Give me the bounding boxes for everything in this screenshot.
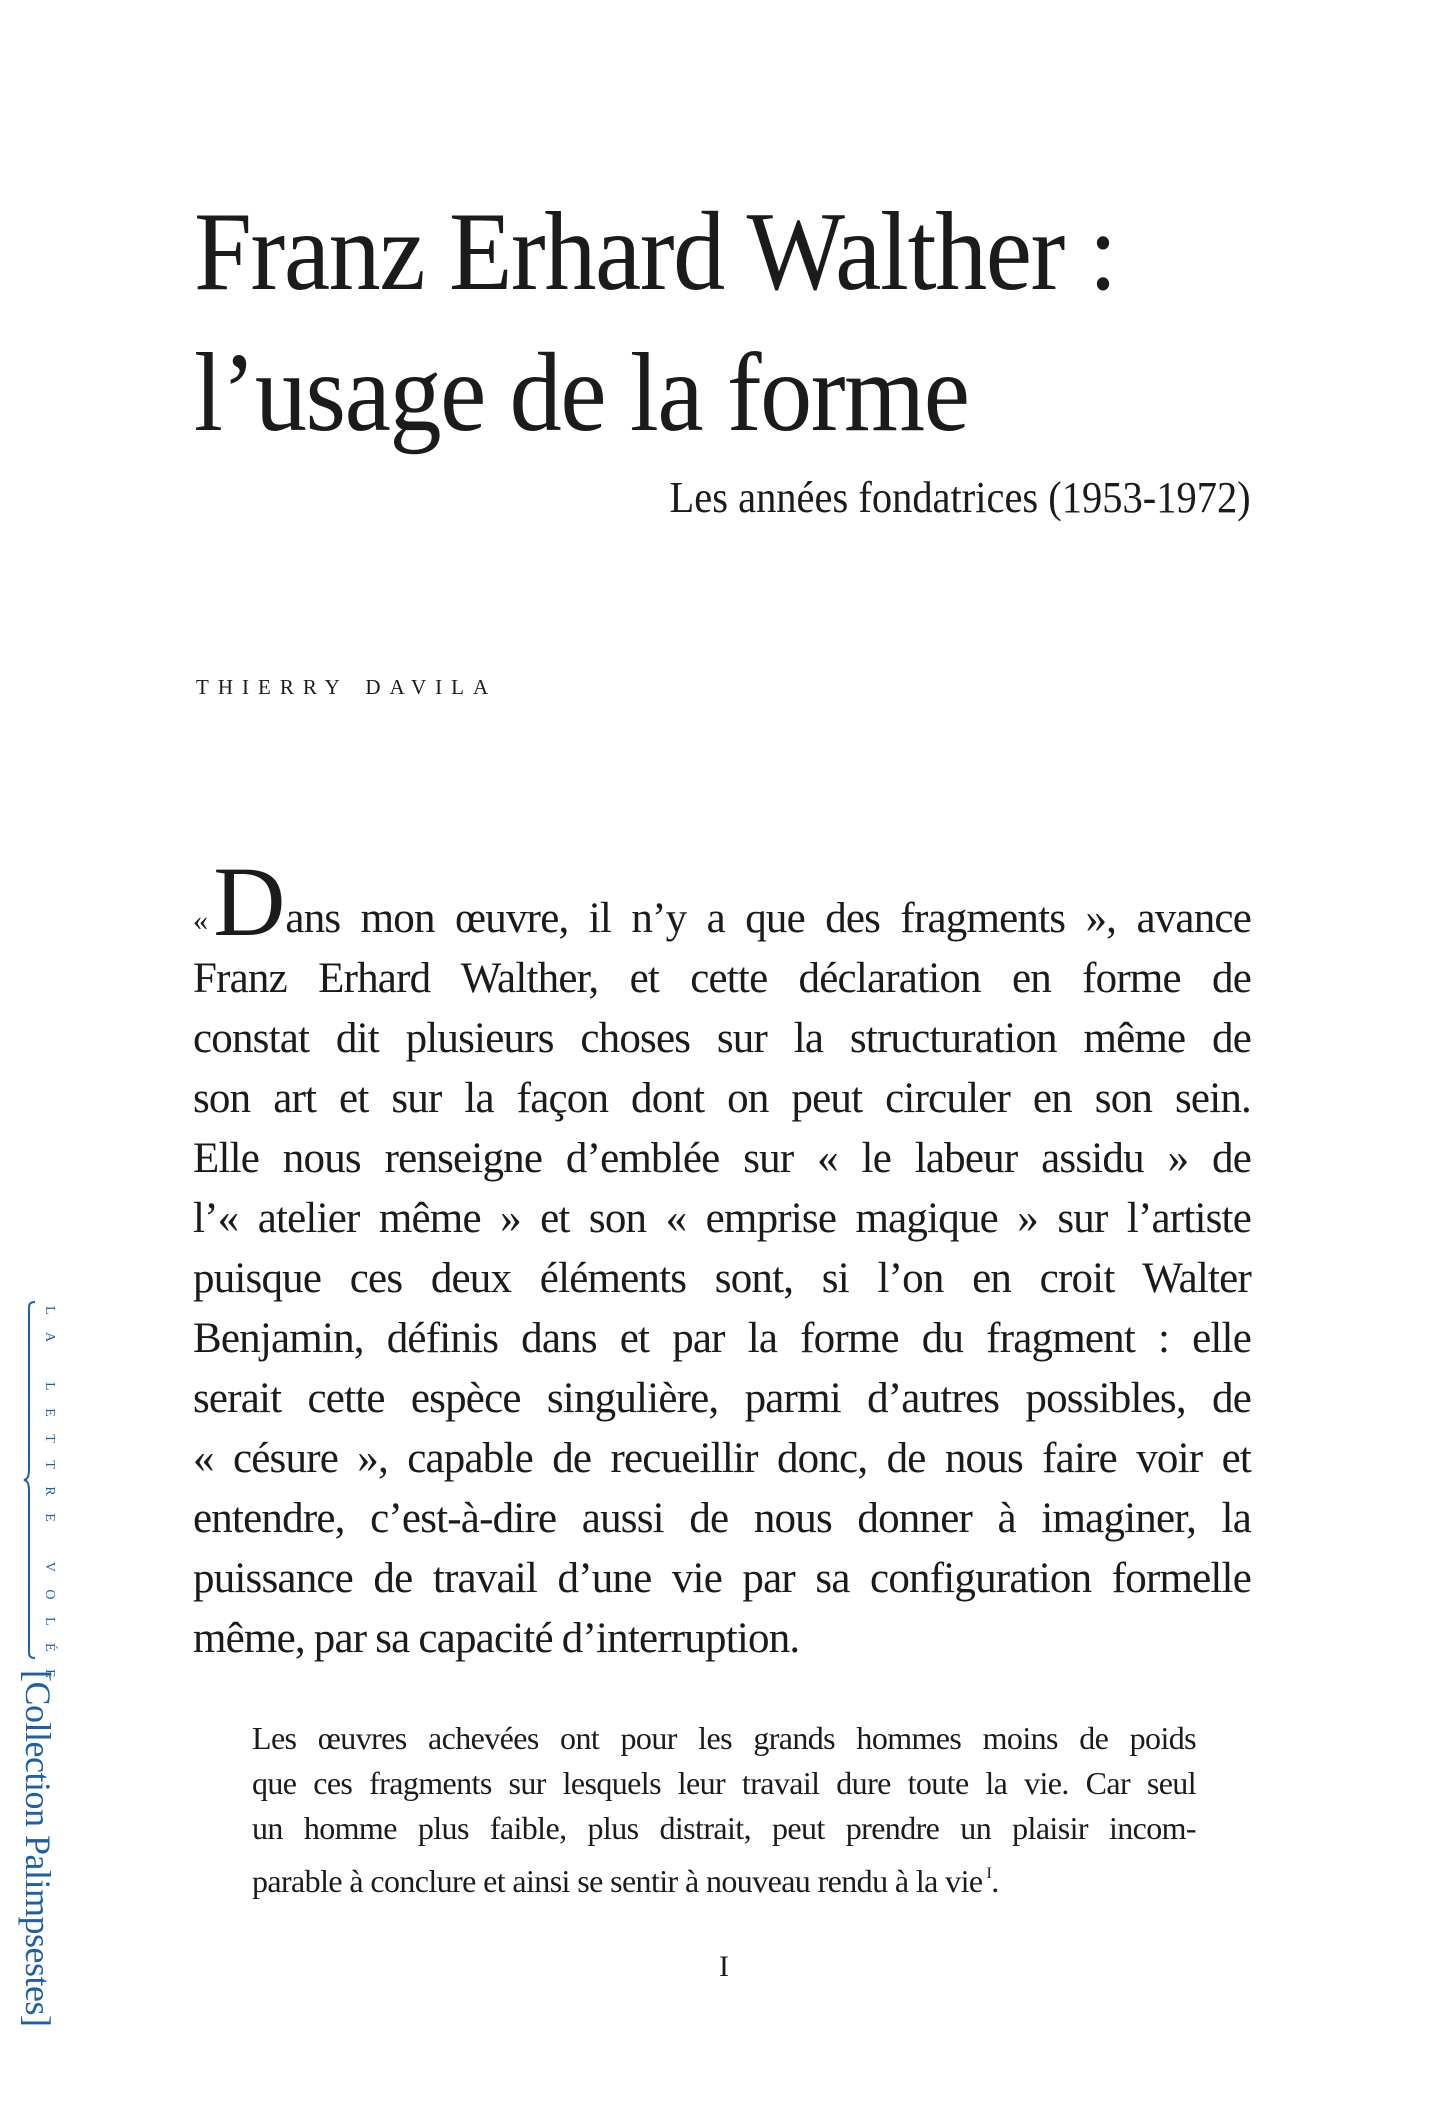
collection-name xyxy=(18,1670,62,2090)
curly-brace-icon xyxy=(22,1300,36,1660)
quote-line-2: que ces fragments sur lesquels leur travail dure toute la vie. Car seul xyxy=(252,1765,1196,1801)
body-line-5: Elle nous renseigne d’emblée sur « le labeur assidu » de xyxy=(193,1135,1251,1182)
block-quote xyxy=(252,1716,1196,1899)
author-name: thierry davila xyxy=(196,668,498,701)
opening-guillemet: « xyxy=(193,904,208,937)
body-line-3: constat dit plusieurs choses sur la structuration même de xyxy=(193,1015,1251,1062)
subtitle: Les années fondatrices (1953-1972) xyxy=(669,473,1251,522)
quote-line-3: un homme plus faible, plus distrait, peut prendre un plaisir incom- xyxy=(252,1810,1196,1846)
drop-cap: D xyxy=(213,846,286,957)
body-line-2: Franz Erhard Walther, et cette déclaration en forme de xyxy=(193,955,1251,1002)
title-line-1: Franz Erhard Walther : xyxy=(194,190,1117,314)
body-line-13: même, par sa capacité d’interruption. xyxy=(193,1615,800,1662)
body-line-9: serait cette espèce singulière, parmi d’autres possibles, de xyxy=(193,1375,1251,1422)
body-paragraph xyxy=(193,846,1251,1669)
page-number: I xyxy=(719,1950,729,1983)
series-group xyxy=(22,1300,63,1696)
body-line-7: puisque ces deux éléments sont, si l’on en croit Walter xyxy=(193,1255,1251,1302)
body-line-8: Benjamin, définis dans et par la forme du fragment : elle xyxy=(193,1315,1251,1362)
series-name-text: la lettre volée xyxy=(41,1306,63,1696)
collection-name-text: [Collection Palimpsestes] xyxy=(18,1670,58,2027)
body-line-12: puissance de travail d’une vie par sa configuration formelle xyxy=(193,1555,1251,1602)
title-line-2: l’usage de la forme xyxy=(194,331,969,455)
body-line-1 xyxy=(193,846,1251,957)
quote-end-punctuation: . xyxy=(991,1863,999,1899)
body-line-4: son art et sur la façon dont on peut circuler en son sein. xyxy=(193,1075,1251,1122)
publisher-sidebar xyxy=(18,1300,63,2090)
body-line-6: l’« atelier même » et son « emprise magique » sur l’artiste xyxy=(193,1195,1251,1242)
quote-line-4 xyxy=(252,1851,1196,1899)
series-name xyxy=(38,1300,64,1696)
body-line-11: entendre, c’est-à-dire aussi de nous donner à imaginer, la xyxy=(193,1495,1251,1542)
quote-line-4-text: parable à conclure et ainsi se sentir à nouveau rendu à la vie xyxy=(252,1863,983,1899)
footnote-reference[interactable]: I xyxy=(986,1865,992,1882)
body-line-10: « césure », capable de recueillir donc, de nous faire voir et xyxy=(193,1435,1251,1482)
quote-line-1: Les œuvres achevées ont pour les grands hommes moins de poids xyxy=(252,1720,1196,1756)
body-line-1-text: ans mon œuvre, il n’y a que des fragments », avance xyxy=(285,895,1251,942)
